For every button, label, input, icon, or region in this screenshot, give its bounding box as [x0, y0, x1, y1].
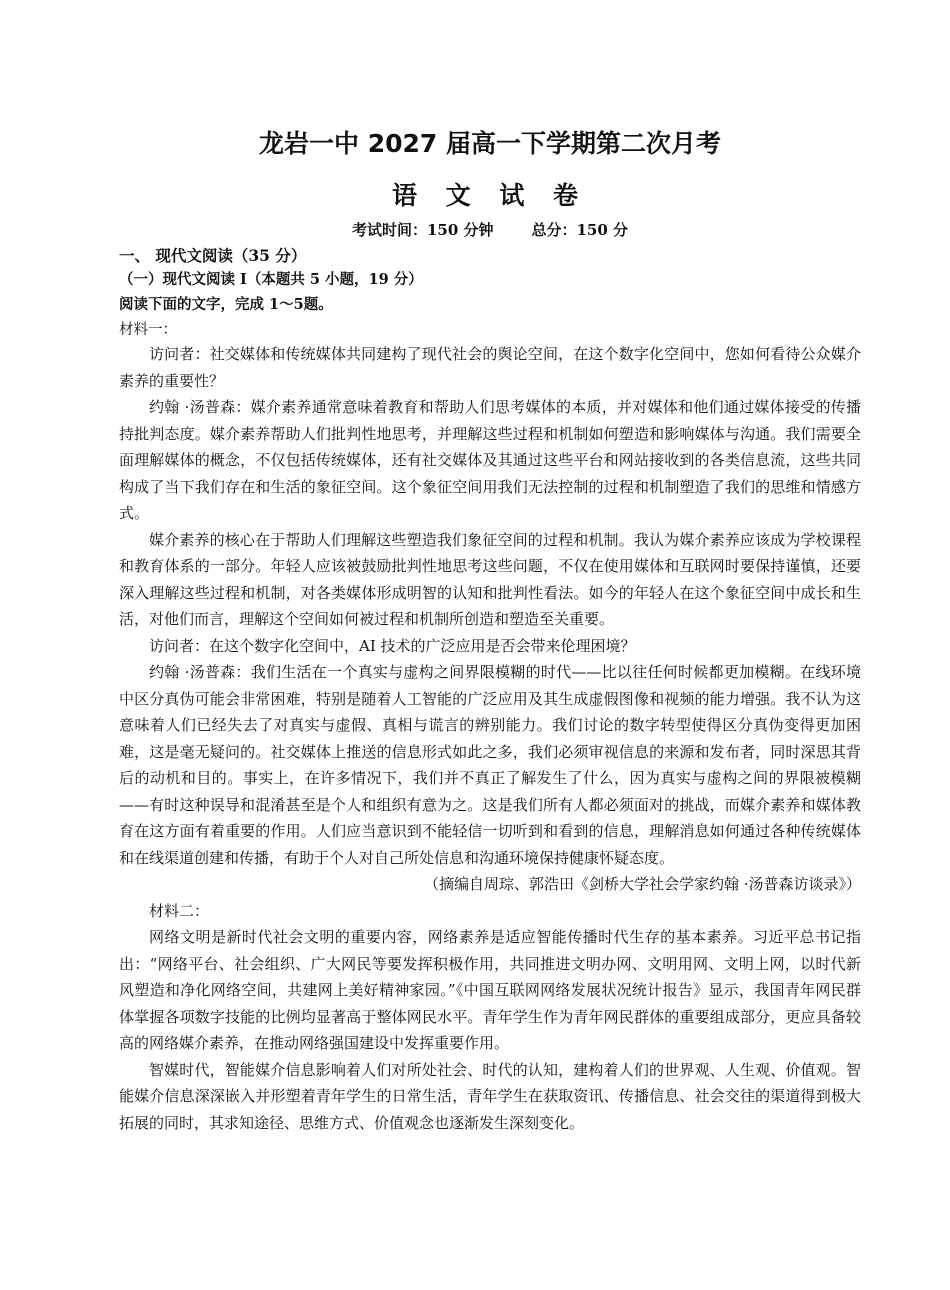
reading-instruction: 阅读下面的文字，完成 1～5题。 [119, 296, 333, 313]
exam-title: 龙岩一中 2027 届高一下学期第二次月考 [259, 129, 721, 158]
exam-time: 考试时间：150 分钟 [351, 221, 494, 239]
paragraph: 访问者：社交媒体和传统媒体共同建构了现代社会的舆论空间，在这个数字化空间中，您如何看待公众媒介素养的重要性？ [119, 345, 861, 390]
exam-meta [0, 219, 950, 240]
paragraph: 访问者：在这个数字化空间中，AI 技术的广泛应用是否会带来伦理困境？ [149, 636, 636, 655]
material2-label: 材料二： [149, 901, 210, 920]
subject-title: 语 文 试 卷 [391, 181, 589, 210]
passage-body [119, 341, 861, 1136]
total-score: 总分：150 分 [531, 221, 629, 239]
paragraph: 智媒时代，智能媒介信息影响着人们对所处社会、时代的认知，建构着人们的世界观、人生观、价值观。智能媒介信息深深嵌入并形塑着青年学生的日常生活，青年学生在获取资讯、传播信息、社会交往的渠道得到极大拓展的同时，其求知途径、思维方式、价值观念也逐渐发生深刻变化。 [119, 1060, 861, 1132]
paragraph: 约翰 ·汤普森：媒介素养通常意味着教育和帮助人们思考媒体的本质，并对媒体和他们通过媒体接受的传播持批判态度。媒介素养帮助人们批判性地思考，并理解这些过程和机制如何塑造和影响媒体与沟通。我们需要全面理解媒体的概念，不仅包括传统媒体，还有社交媒体及其通过这些平台和网站接收到的各类信息流，这些共同构成了当下我们存在和生活的象征空间。这个象征空间用我们无法控制的过程和机制塑造了我们的思维和情感方式。 [119, 398, 861, 522]
paragraph: 网络文明是新时代社会文明的重要内容，网络素养是适应智能传播时代生存的基本素养。习近平总书记指出：“网络平台、社会组织、广大网民等要发挥积极作用，共同推进文明办网、文明用网、文明上网，以时代新风塑造和净化网络空间，共建网上美好精神家园。”《中国互联网网络发展状况统计报告》显示，我国青年网民群体掌握各项数字技能的比例均显著高于整体网民水平。青年学生作为青年网民群体的重要组成部分，更应具备较高的网络媒介素养，在推动网络强国建设中发挥重要作用。 [119, 928, 861, 1052]
paragraph: 约翰 ·汤普森：我们生活在一个真实与虚构之间界限模糊的时代——比以往任何时候都更加模糊。在线环境中区分真伪可能会非常困难，特别是随着人工智能的广泛应用及其生成虚假图像和视频的能力增强。我不认为这意味着人们已经失去了对真实与虚假、真相与谎言的辨别能力。我们讨论的数字转型使得区分真伪变得更加困难，这是毫无疑问的。社交媒体上推送的信息形式如此之多，我们必须审视信息的来源和发布者，同时深思其背后的动机和目的。事实上，在许多情况下，我们并不真正了解发生了什么，因为真实与虚构之间的界限被模糊——有时这种误导和混淆甚至是个人和组织有意为之。这是我们所有人都必须面对的挑战，而媒介素养和媒体教育在这方面有着重要的作用。人们应当意识到不能轻信一切听到和看到的信息，理解消息如何通过各种传统媒体和在线渠道创建和传播，有助于个人对自己所处信息和沟通环境保持健康怀疑态度。 [119, 663, 861, 867]
section-subheading: （一）现代文阅读 I（本题共 5 小题，19 分） [119, 271, 423, 288]
material1-label: 材料一： [119, 322, 177, 338]
section-heading: 一、 现代文阅读（35 分） [119, 246, 307, 265]
paragraph: 媒介素养的核心在于帮助人们理解这些塑造我们象征空间的过程和机制。我认为媒介素养应该成为学校课程和教育体系的一部分。年轻人应该被鼓励批判性地思考这些问题，不仅在使用媒体和互联网时要保持谨慎，还要深入理解这些过程和机制，对各类媒体形成明智的认知和批判性看法。如今的年轻人在这个象征空间中成长和生活，对他们而言，理解这个空间如何被过程和机制所创造和塑造至关重要。 [119, 530, 861, 628]
source-citation: （摘编自周琮、郭浩田《剑桥大学社会学家约翰 ·汤普森访谈录》） [423, 875, 861, 893]
